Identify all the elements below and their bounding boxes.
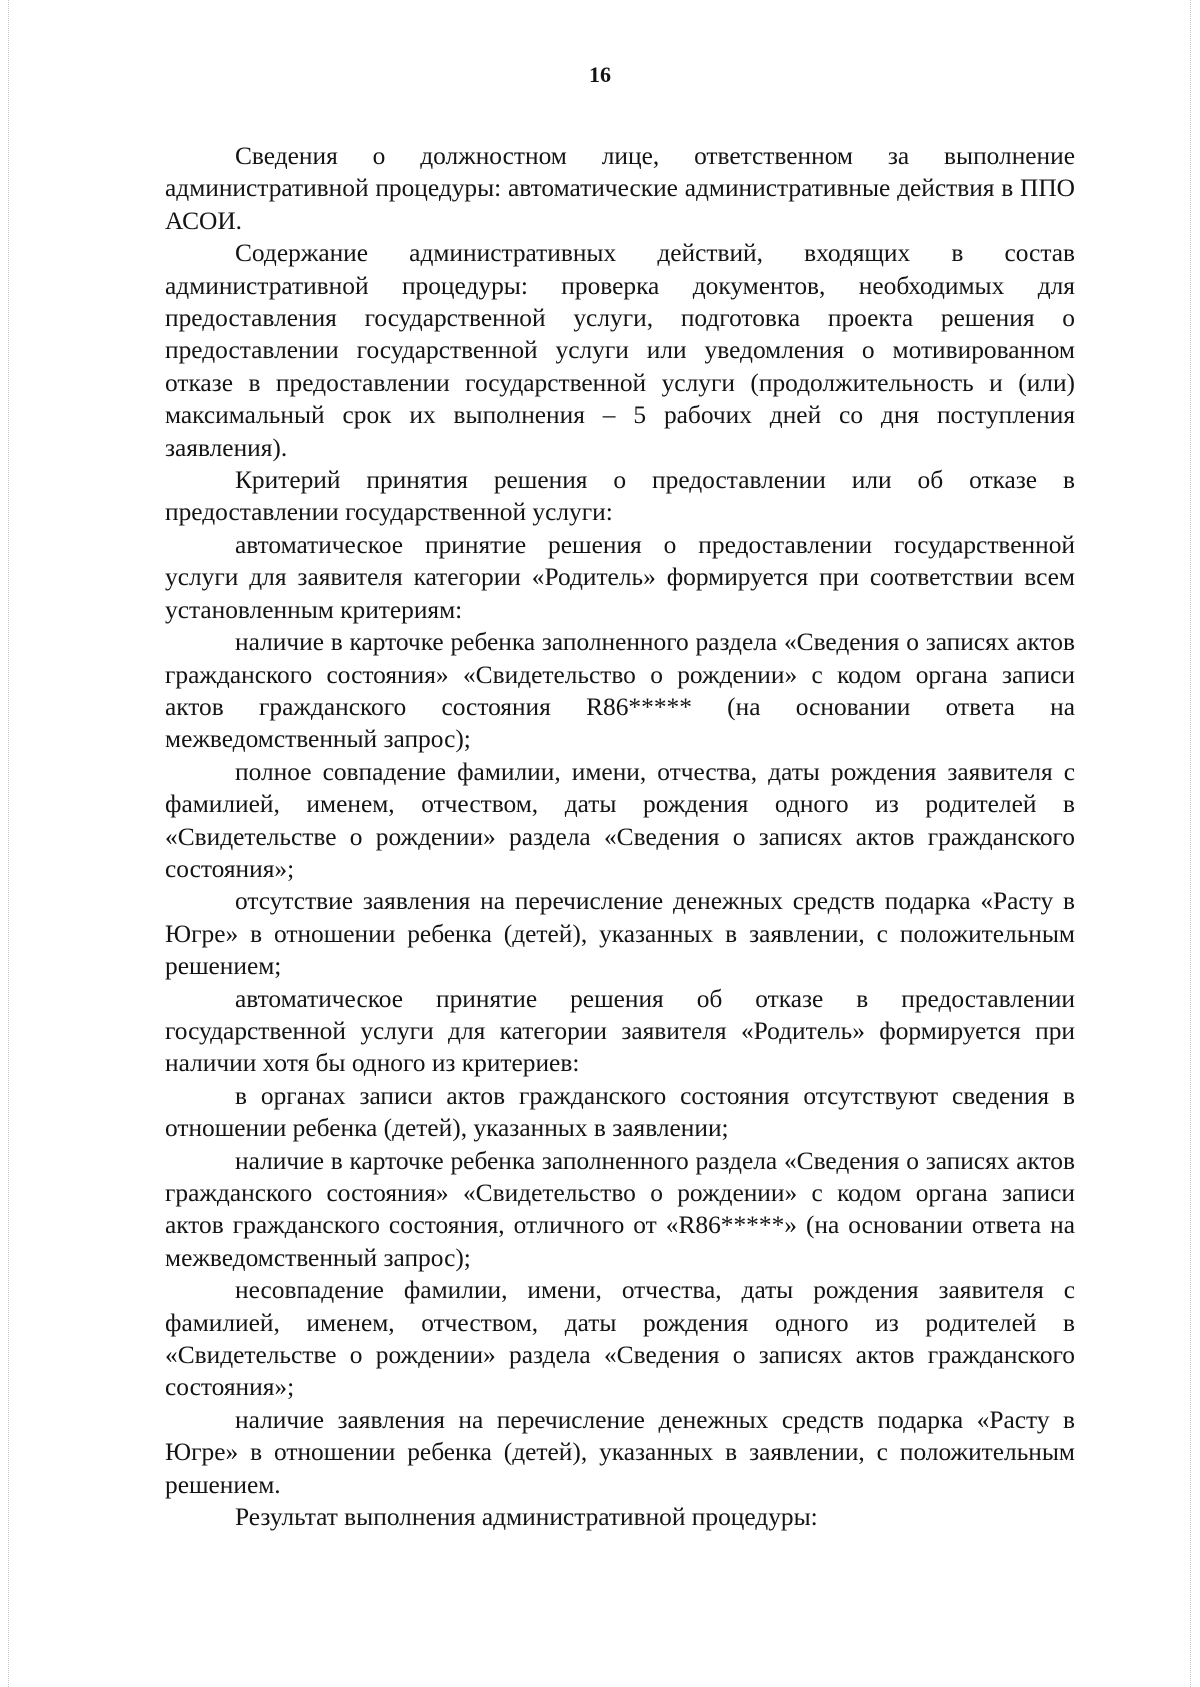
paragraph-criterion-name-match: полное совпадение фамилии, имени, отчества, даты рождения заявителя с фамилией, именем, отчеством, даты рождения одного из родителей в «Свидетельстве о рождении» раздела «Сведения о записях актов гражданского состояния»;	[165, 757, 1075, 883]
paragraph-refusal-name-mismatch: несовпадение фамилии, имени, отчества, даты рождения заявителя с фамилией, именем, отчеством, даты рождения одного из родителей в «Свидетельстве о рождении» раздела «Сведения о записях актов гражданского состояния»;	[165, 1276, 1075, 1402]
paragraph-criterion-no-application: отсутствие заявления на перечисление денежных средств подарка «Расту в Югре» в отношении ребенка (детей), указанных в заявлении, с положительным решением;	[165, 887, 1075, 981]
paragraph-decision-criterion: Критерий принятия решения о предоставлении или об отказе в предоставлении государственной услуги:	[165, 466, 1075, 527]
paragraph-refusal-no-records: в органах записи актов гражданского состояния отсутствуют сведения в отношении ребенка (детей), указанных в заявлении;	[165, 1081, 1075, 1143]
paragraph-actions-content: Содержание административных действий, входящих в состав административной процедуры: проверка документов, необходимых для предоставления государственной услуги, подготовка проекта решения о предоставлении государственной услуги или уведомления о мотивированном отказе в предоставлении государственной услуги (продолжительность и (или) максимальный срок их выполнения – 5 рабочих дней со дня поступления заявления).	[165, 239, 1075, 462]
paragraph-refusal-existing-application: наличие заявления на перечисление денежных средств подарка «Расту в Югре» в отношении ребенка (детей), указанных в заявлении, с положительным решением.	[165, 1405, 1075, 1499]
paragraph-responsible-official: Сведения о должностном лице, ответственном за выполнение административной процедуры: автоматические административные действия в ППО АСОИ.	[165, 142, 1075, 235]
page-number: 16	[589, 62, 611, 87]
scan-edge-right	[1190, 0, 1192, 1687]
paragraph-refusal-other-code: наличие в карточке ребенка заполненного раздела «Сведения о записях актов гражданского состояния» «Свидетельство о рождении» с кодом органа записи актов гражданского состояния, отличного от «R86*****» (на основании ответа на межведомственный запрос);	[165, 1146, 1075, 1272]
scan-edge-left	[8, 0, 10, 1687]
paragraph-criterion-child-card: наличие в карточке ребенка заполненного раздела «Сведения о записях актов гражданского состояния» «Свидетельство о рождении» с кодом органа записи актов гражданского состояния R86***** (на основании ответа на межведомственный запрос);	[165, 628, 1075, 754]
document-body	[165, 140, 1075, 1533]
paragraph-procedure-result: Результат выполнения административной процедуры:	[235, 1503, 818, 1532]
paragraph-auto-refusal: автоматическое принятие решения об отказе в предоставлении государственной услуги для категории заявителя «Родитель» формируется при наличии хотя бы одного из критериев:	[165, 984, 1075, 1078]
paragraph-auto-approval: автоматическое принятие решения о предоставлении государственной услуги для заявителя категории «Родитель» формируется при соответствии всем установленным критериям:	[165, 530, 1075, 624]
